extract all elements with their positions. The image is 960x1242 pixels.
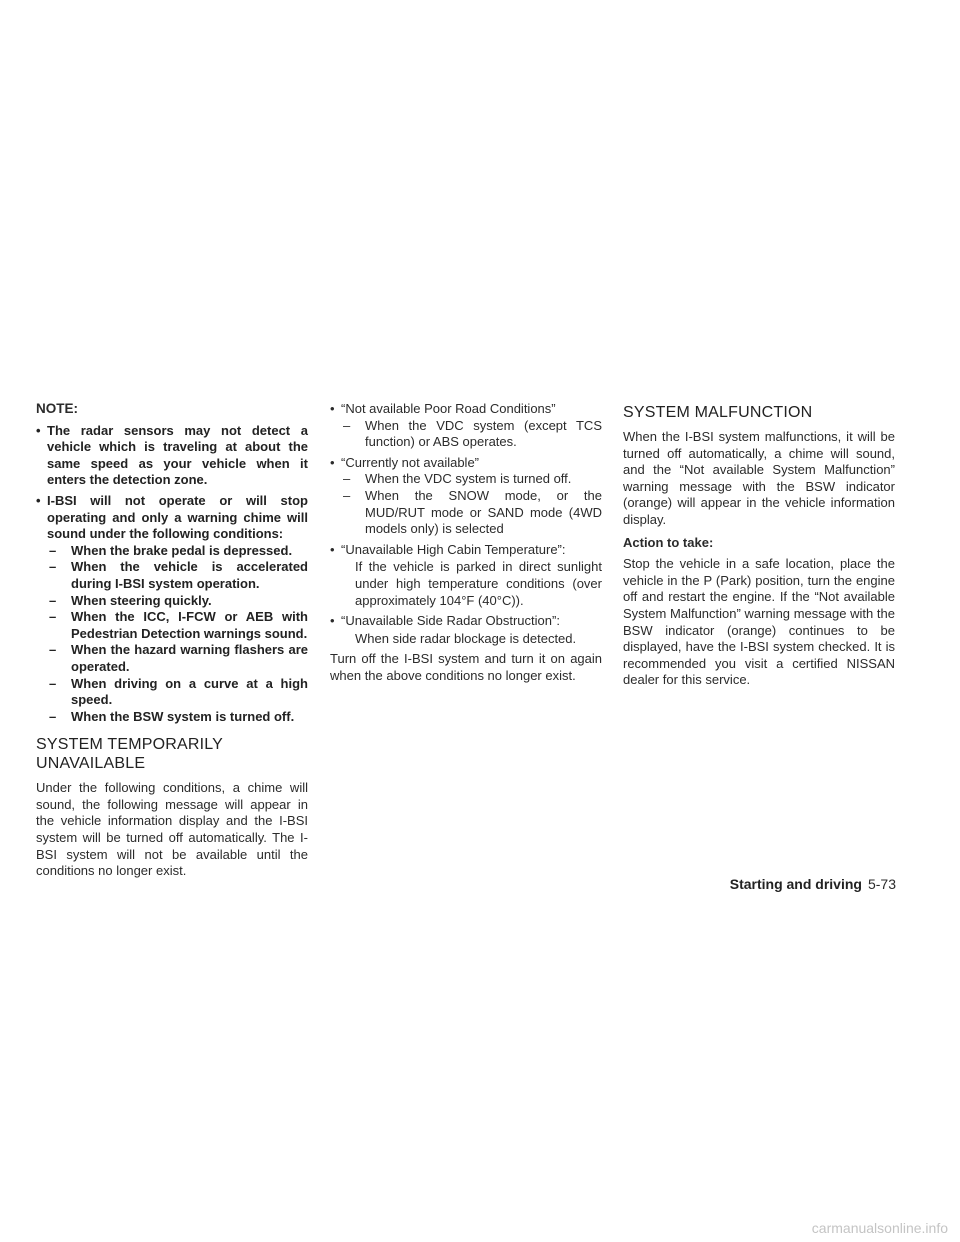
condition-item: – When the ICC, I-FCW or AEB with Pedestrian Detection warnings sound. (47, 609, 308, 642)
closing-paragraph: Turn off the I-BSI system and turn it on again when the above conditions no longer exist. (330, 651, 602, 683)
section-name: Starting and driving (729, 876, 862, 892)
message-conditions (341, 471, 602, 537)
message-side-radar-obstruction (330, 613, 602, 647)
message-title: “Unavailable Side Radar Obstruction”: (341, 613, 560, 629)
action-paragraph: Stop the vehicle in a safe location, place the vehicle in the P (Park) position, turn the engine off and restart the engine. If the “Not available System Malfunction” warning message with the BSW indicator (orange) continues to be displayed, have the I-BSI system checked. It is recommended you visit a certified NISSAN dealer for this service. (623, 556, 895, 688)
message-conditions (341, 418, 602, 451)
malfunction-paragraph: When the I-BSI system malfunctions, it will be turned off automatically, a chime will sound, and the “Not available System Malfunction” warning message with the BSW indicator (orange) will appear in the vehicle information display. (623, 429, 895, 527)
middle-column (330, 401, 602, 690)
message-high-cabin-temperature (330, 542, 602, 609)
page-number: 5-73 (867, 876, 896, 892)
note-bullet-list (36, 423, 308, 726)
left-column (36, 401, 308, 885)
temporarily-unavailable-paragraph: Under the following conditions, a chime will sound, the following message will appear in the vehicle information display and the I-BSI system will be turned off automatically. The I-BSI system will not be available until the conditions no longer exist. (36, 780, 308, 879)
section-heading-system-malfunction: SYSTEM MALFUNCTION (623, 404, 813, 421)
note-bullet-conditions (36, 493, 308, 725)
conditions-list (47, 543, 308, 726)
condition-item: – When the BSW system is turned off. (47, 709, 308, 726)
message-condition-item: – When the SNOW mode, or the MUD/RUT mode or SAND mode (4WD models only) is selected (341, 488, 602, 538)
condition-item: – When driving on a curve at a high speed. (47, 676, 308, 709)
condition-item: – When the brake pedal is depressed. (47, 543, 308, 560)
condition-item: – When the hazard warning flashers are operated. (47, 642, 308, 675)
section-heading-temporarily-unavailable: SYSTEM TEMPORARILY UNAVAILABLE (36, 736, 223, 773)
message-currently-not-available (330, 455, 602, 538)
message-title: “Currently not available” (341, 454, 480, 470)
message-condition-item: – When the VDC system (except TCS function) or ABS operates. (341, 418, 602, 451)
message-description: If the vehicle is parked in direct sunlight under high temperature conditions (over approximately 104°F (40°C)). (355, 559, 602, 608)
conditions-intro: I-BSI will not operate or will stop operating and only a warning chime will sound under the following conditions: (47, 492, 308, 542)
condition-item: – When the vehicle is accelerated during I-BSI system operation. (47, 559, 308, 592)
message-list (330, 401, 602, 647)
action-title: Action to take: (623, 534, 714, 550)
right-column (623, 401, 895, 694)
watermark: carmanualsonline.info (811, 1220, 948, 1236)
message-title: “Unavailable High Cabin Temperature”: (341, 541, 566, 557)
message-condition-item: – When the VDC system is turned off. (341, 471, 602, 488)
note-title: NOTE: (36, 401, 78, 416)
message-title: “Not available Poor Road Conditions” (341, 401, 556, 416)
message-poor-road (330, 401, 602, 451)
note-bullet-radar: • The radar sensors may not detect a vehicle which is traveling at about the same speed as your vehicle when it enters the detection zone. (36, 423, 308, 489)
condition-item: – When steering quickly. (47, 593, 308, 610)
page-footer (730, 876, 896, 892)
message-description: When side radar blockage is detected. (355, 630, 577, 646)
